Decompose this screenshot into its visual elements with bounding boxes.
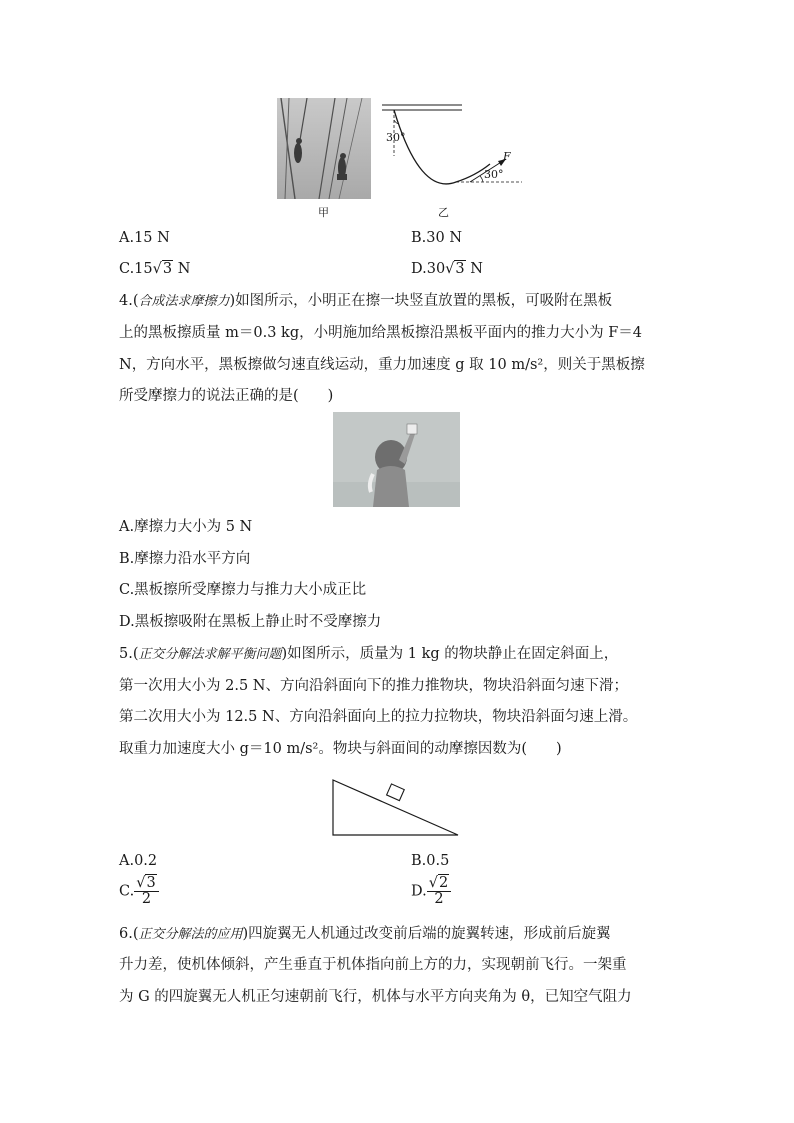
q3-option-c-unit: N xyxy=(177,261,191,277)
q5-option-a: A.0.2 xyxy=(119,853,158,869)
q4-blackboard-photo xyxy=(333,412,460,507)
q4-option-a: A.摩擦力大小为 5 N xyxy=(119,519,253,535)
fraction xyxy=(427,876,451,907)
q5-option-d-denominator: 2 xyxy=(434,891,444,907)
incline-block-diagram xyxy=(330,778,462,838)
q4-line-4: 所受摩擦力的说法正确的是( ) xyxy=(119,388,334,404)
q6-line-3: 为 G 的四旋翼无人机正匀速朝前飞行，机体与水平方向夹角为 θ，已知空气阻力 xyxy=(119,989,632,1005)
q4-option-c: C.黑板擦所受摩擦力与推力大小成正比 xyxy=(119,582,367,598)
q4-option-d: D.黑板擦吸附在黑板上静止时不受摩擦力 xyxy=(119,614,382,630)
q3-caption-jia: 甲 xyxy=(318,206,329,219)
q3-option-d-radicand: 3 xyxy=(455,261,465,277)
q5-incline-diagram xyxy=(330,778,462,838)
q4-option-b: B.摩擦力沿水平方向 xyxy=(119,551,251,567)
q5-option-c-radicand: 3 xyxy=(146,875,156,891)
q3-option-c-prefix: C.15 xyxy=(119,261,153,277)
q4-line-3: N，方向水平，黑板擦做匀速直线运动，重力加速度 g 取 10 m/s²，则关于黑板擦 xyxy=(119,357,645,373)
q6-tag: 正交分解法的应用 xyxy=(138,927,243,942)
q3-option-b: B.30 N xyxy=(411,230,463,246)
q5-line-4: 取重力加速度大小 g＝10 m/s²。物块与斜面间的动摩擦因数为( ) xyxy=(119,741,562,757)
q4-line-1-rest: )如图所示，小明正在擦一块竖直放置的黑板，可吸附在黑板 xyxy=(229,293,613,309)
q5-line-2: 第一次用大小为 2.5 N、方向沿斜面向下的推力推物块，物块沿斜面匀速下滑； xyxy=(119,678,628,694)
sqrt-symbol: √ xyxy=(445,261,455,277)
q5-option-d-radicand: 2 xyxy=(438,875,449,891)
sqrt-symbol: √ xyxy=(428,875,438,891)
q3-angle-top-label: 30° xyxy=(386,131,406,144)
q5-option-b: B.0.5 xyxy=(411,853,450,869)
trapeze-photo-image xyxy=(277,98,371,199)
q6-line-1-rest: )四旋翼无人机通过改变前后端的旋翼转速，形成前后旋翼 xyxy=(242,926,611,942)
q4-line-1 xyxy=(119,291,612,312)
q5-option-c-prefix: C. xyxy=(119,883,135,900)
q3-photo-jia xyxy=(277,98,371,199)
q6-number: 6.( xyxy=(119,926,139,942)
q6-line-2: 升力差，使机体倾斜，产生垂直于机体指向前上方的力，实现朝前飞行。一架重 xyxy=(119,957,627,973)
q5-tag: 正交分解法求解平衡问题 xyxy=(138,647,282,662)
q3-option-c-radicand: 3 xyxy=(162,261,173,277)
q3-option-d-prefix: D.30 xyxy=(411,261,446,277)
sqrt-symbol: √ xyxy=(136,875,146,891)
q5-line-3: 第二次用大小为 12.5 N、方向沿斜面向上的拉力拉物块，物块沿斜面匀速上滑。 xyxy=(119,709,638,725)
sqrt-symbol: √ xyxy=(152,261,162,277)
q5-option-c xyxy=(119,876,159,907)
student-erasing-blackboard-image xyxy=(333,412,460,507)
q3-caption-yi: 乙 xyxy=(438,206,449,219)
q3-force-label: F xyxy=(503,150,511,163)
q5-line-1-rest: )如图所示，质量为 1 kg 的物块静止在固定斜面上， xyxy=(281,646,619,662)
q4-tag: 合成法求摩擦力 xyxy=(138,294,230,309)
q3-option-d xyxy=(411,259,483,279)
q6-line-1 xyxy=(119,924,611,945)
q4-line-2: 上的黑板擦质量 m＝0.3 kg，小明施加给黑板擦沿黑板平面内的推力大小为 F＝4 xyxy=(119,325,642,341)
fraction xyxy=(134,876,158,907)
q5-option-d xyxy=(411,876,451,907)
q3-angle-bottom-label: 30° xyxy=(484,168,504,181)
q4-number: 4.( xyxy=(119,293,139,309)
q3-option-a: A.15 N xyxy=(119,230,170,246)
q5-line-1 xyxy=(119,644,618,665)
q5-option-c-denominator: 2 xyxy=(141,891,152,907)
q3-option-c xyxy=(119,259,190,279)
q5-option-d-prefix: D. xyxy=(411,883,427,900)
q5-number: 5.( xyxy=(119,646,139,662)
q3-option-d-unit: N xyxy=(470,261,483,277)
